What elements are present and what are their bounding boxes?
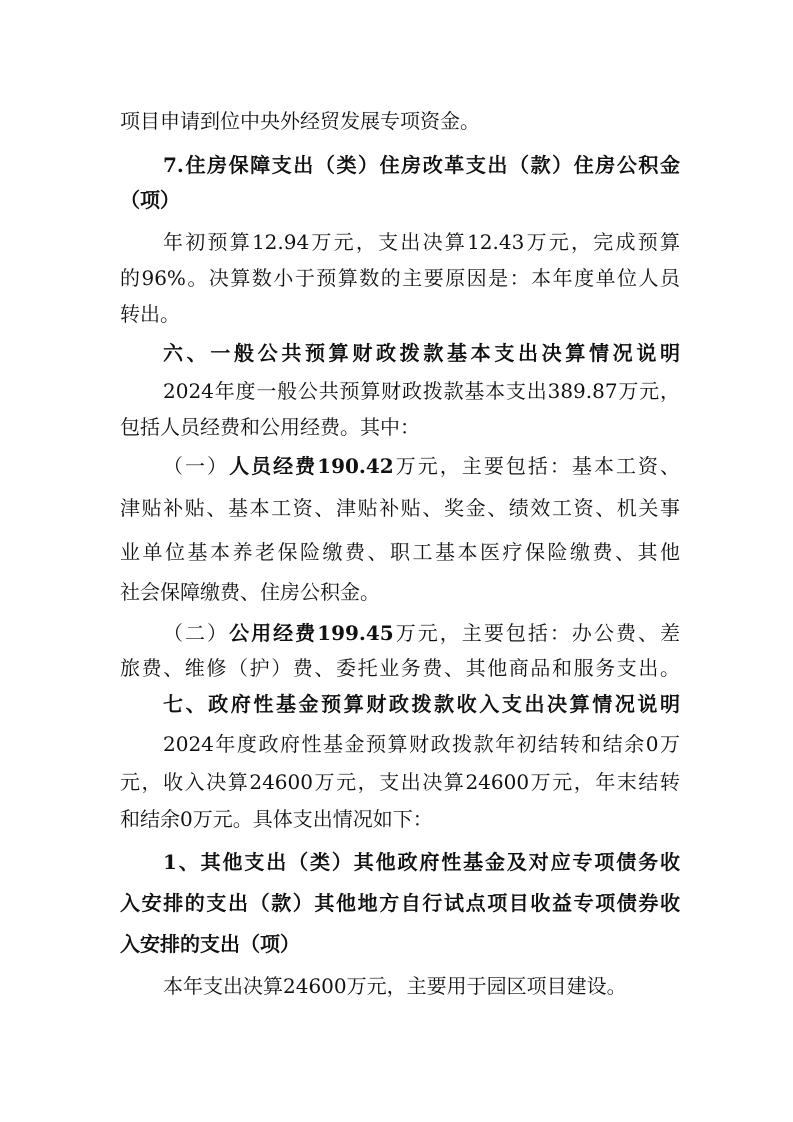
paragraph-line: 津贴补贴、基本工资、津贴补贴、奖金、绩效工资、机关事: [120, 496, 680, 520]
paragraph-line: 业单位基本养老保险缴费、职工基本医疗保险缴费、其他: [120, 540, 680, 564]
paragraph-line: 2024年度一般公共预算财政拨款基本支出389.87万元，: [163, 379, 680, 403]
paragraph-line: 转出。: [120, 302, 180, 326]
list-marker: （一）: [163, 454, 230, 478]
subsection-heading-continued: 入安排的支出（项）: [120, 932, 300, 956]
personnel-expense-line: [163, 452, 680, 480]
section-heading-six: 六、一般公共预算财政拨款基本支出决算情况说明: [163, 341, 680, 365]
public-expense-line: [163, 619, 680, 647]
paragraph-line: 本年支出决算24600万元，主要用于园区项目建设。: [163, 974, 627, 998]
paragraph-line: 社会保障缴费、住房公积金。: [120, 580, 380, 604]
public-expense-label: 公用经费199.45: [229, 621, 394, 645]
paragraph-line: 和结余0万元。具体支出情况如下：: [120, 807, 433, 831]
paragraph-line: 年初预算12.94万元，支出决算12.43万元，完成预算: [163, 230, 680, 254]
list-marker: （二）: [163, 621, 230, 645]
personnel-expense-detail: 万元，主要包括：基本工资、: [393, 454, 680, 478]
public-expense-detail: 万元，主要包括：办公费、差: [393, 621, 680, 645]
section-heading-seven: 七、政府性基金预算财政拨款收入支出决算情况说明: [163, 692, 680, 716]
section-heading: 7.住房保障支出（类）住房改革支出（款）住房公积金: [163, 153, 680, 177]
paragraph-line: 项目申请到位中央外经贸发展专项资金。: [120, 109, 480, 133]
paragraph-line: 2024年度政府性基金预算财政拨款年初结转和结余0万: [163, 732, 680, 756]
paragraph-line: 的96%。决算数小于预算数的主要原因是：本年度单位人员: [120, 266, 680, 290]
paragraph-line: 旅费、维修（护）费、委托业务费、其他商品和服务支出。: [120, 656, 680, 680]
personnel-expense-label: 人员经费190.42: [229, 454, 394, 478]
section-heading-continued: （项）: [120, 188, 180, 212]
subsection-heading: 1、其他支出（类）其他政府性基金及对应专项债务收: [163, 850, 680, 874]
paragraph-line: 元，收入决算24600万元，支出决算24600万元，年末结转: [120, 770, 680, 794]
subsection-heading-continued: 入安排的支出（款）其他地方自行试点项目收益专项债券收: [120, 891, 680, 915]
paragraph-line: 包括人员经费和公用经费。其中：: [120, 415, 420, 439]
